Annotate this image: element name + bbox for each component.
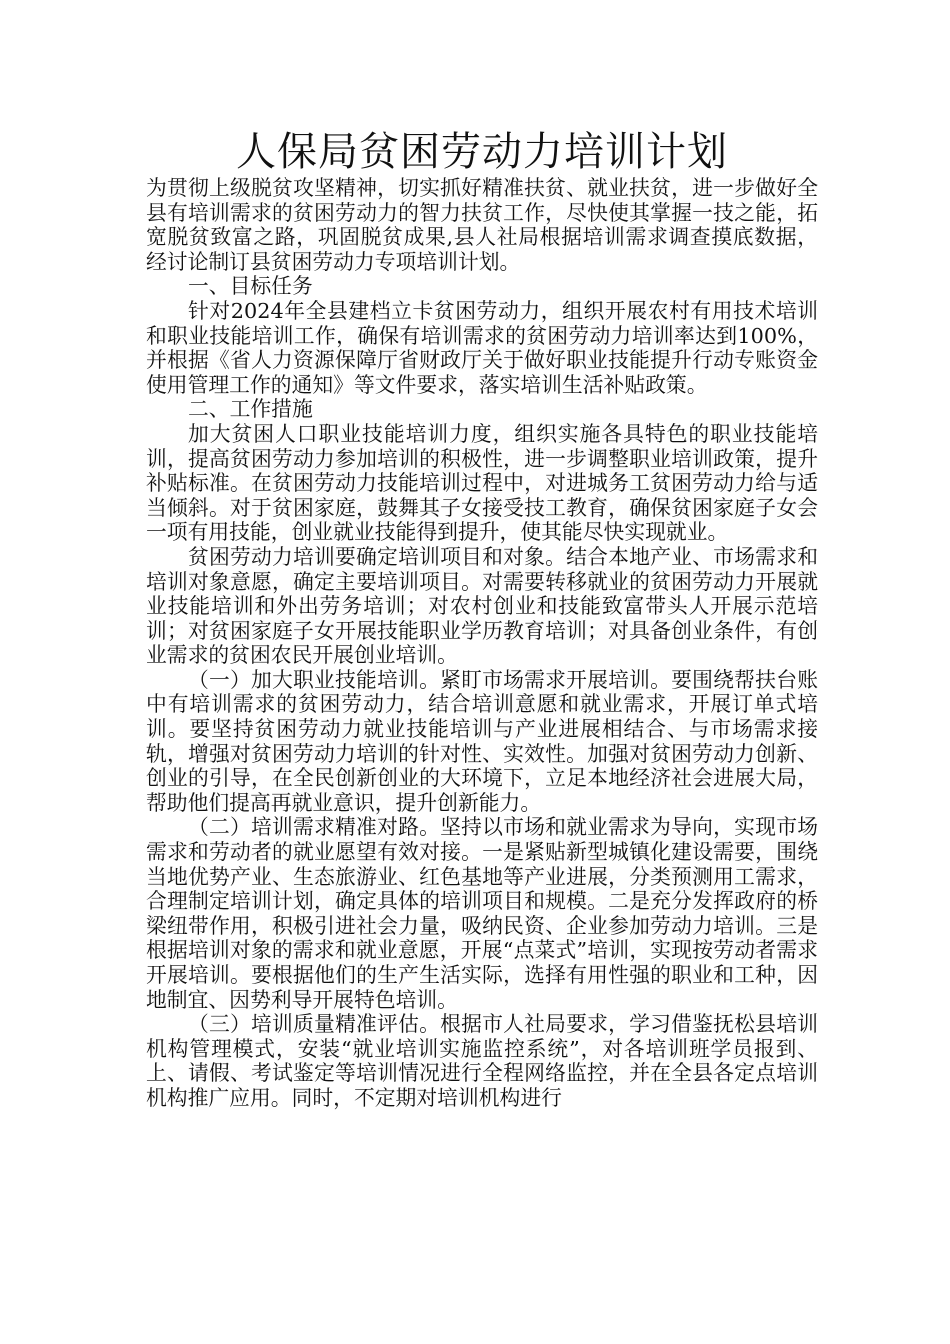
section-heading-measures: 二、工作措施 [188,397,313,422]
document-title: 人保局贫困劳动力培训计划 [236,129,728,175]
section-heading-goals: 一、目标任务 [188,274,313,299]
measure-item-2: （二）培训需求精准对路。坚持以市场和就业需求为导向，实现市场需求和劳动者的就业愿望有效对接。一是紧贴新型城镇化建设需要，围绕当地优势产业、生态旅游业、红色基地等产业进展，分类预测用工需求，合理制定培训计划，确定具体的培训项目和规模。二是充分发挥政府的桥梁纽带作用，积极引进社会力量，吸纳民资、企业参加劳动力培训。三是根据培训对象的需求和就业意愿，开展“点菜式”培训，实现按劳动者需求开展培训。要根据他们的生产生活实际，选择有用性强的职业和工种，因地制宜、因势利导开展特色培训。 [146,815,818,1012]
goals-paragraph: 针对2024年全县建档立卡贫困劳动力，组织开展农村有用技术培训和职业技能培训工作，确保有培训需求的贫困劳动力培训率达到100%，并根据《省人力资源保障厅省财政厅关于做好职业技能提升行动专账资金使用管理工作的通知》等文件要求，落实培训生活补贴政策。 [146,298,818,397]
measure-item-1: （一）加大职业技能培训。紧盯市场需求开展培训。要围绕帮扶台账中有培训需求的贫困劳动力，结合培训意愿和就业需求，开展订单式培训。要坚持贫困劳动力就业技能培训与产业进展相结合、与市场需求接轨，增强对贫困劳动力培训的针对性、实效性。加强对贫困劳动力创新、创业的引导，在全民创新创业的大环境下，立足本地经济社会进展大局，帮助他们提高再就业意识，提升创新能力。 [146,667,818,815]
measure-item-3: （三）培训质量精准评估。根据市人社局要求，学习借鉴抚松县培训机构管理模式，安装“就业培训实施监控系统”，对各培训班学员报到、上、请假、考试鉴定等培训情况进行全程网络监控，并在全县各定点培训机构推广应用。同时，不定期对培训机构进行 [146,1012,818,1110]
document-page [146,128,818,1111]
intro-paragraph: 为贯彻上级脱贫攻坚精神，切实抓好精准扶贫、就业扶贫，进一步做好全县有培训需求的贫困劳动力的智力扶贫工作，尽快使其掌握一技之能，拓宽脱贫致富之路，巩固脱贫成果,县人社局根据培训需求调查摸底数据，经讨论制订县贫困劳动力专项培训计划。 [146,176,818,274]
measures-paragraph-1: 加大贫困人口职业技能培训力度，组织实施各具特色的职业技能培训，提高贫困劳动力参加培训的积极性，进一步调整职业培训政策，提升补贴标准。在贫困劳动力技能培训过程中，对进城务工贫困劳动力给与适当倾斜。对于贫困家庭，鼓舞其子女接受技工教育，确保贫困家庭子女会一项有用技能，创业就业技能得到提升，使其能尽快实现就业。 [146,421,818,545]
measures-paragraph-2: 贫困劳动力培训要确定培训项目和对象。结合本地产业、市场需求和培训对象意愿，确定主要培训项目。对需要转移就业的贫困劳动力开展就业技能培训和外出劳务培训；对农村创业和技能致富带头人开展示范培训；对贫困家庭子女开展技能职业学历教育培训；对具备创业条件，有创业需求的贫困农民开展创业培训。 [146,544,818,668]
